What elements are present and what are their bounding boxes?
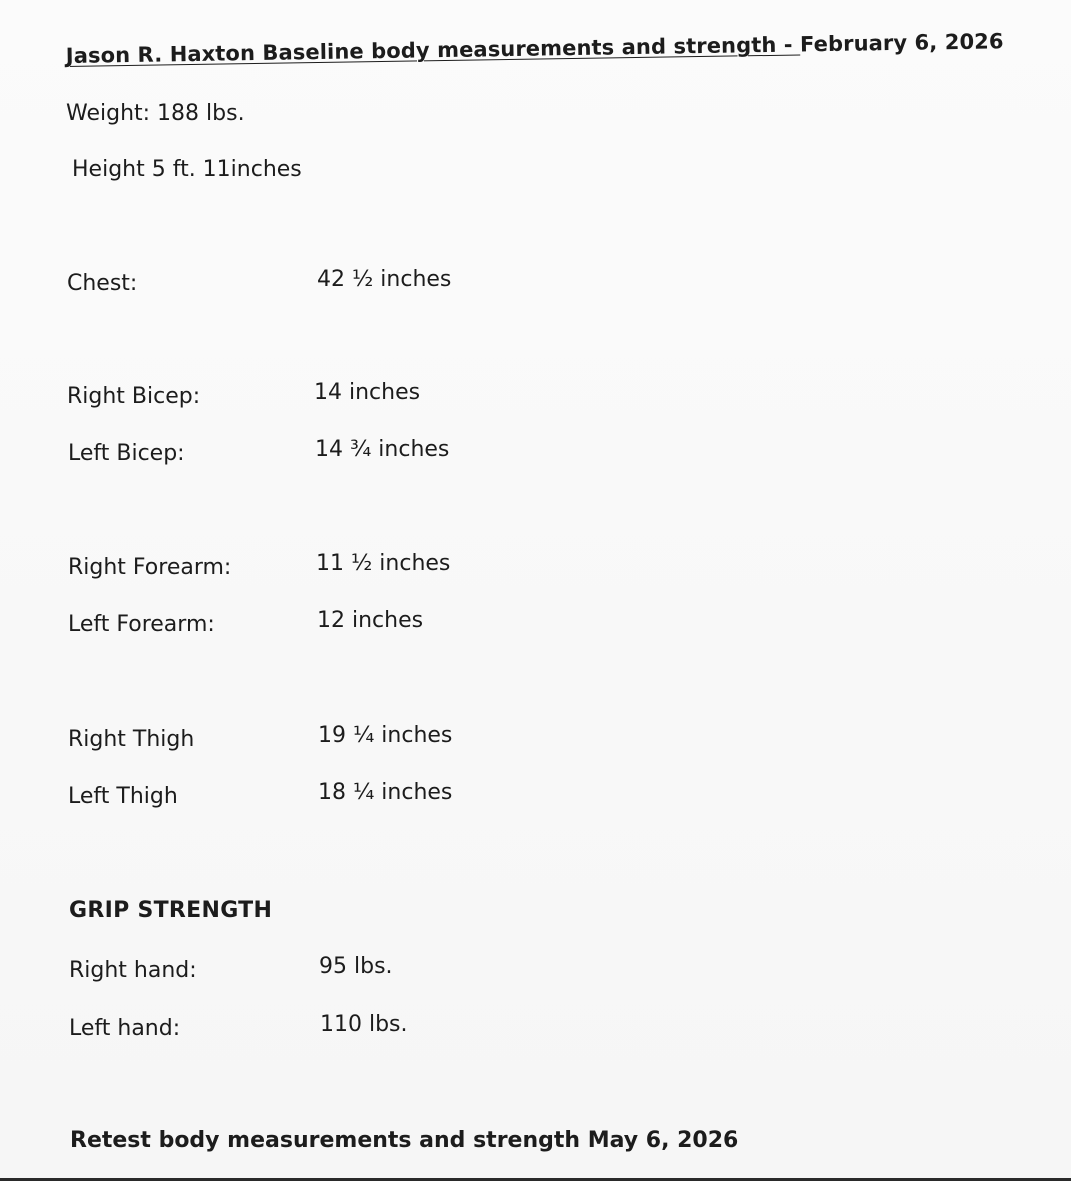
measurement-value: 14 ¾ inches — [315, 437, 450, 462]
measurement-row-right-bicep — [67, 380, 567, 414]
measurement-label: Right Thigh — [68, 727, 195, 752]
grip-row-left-hand — [69, 1012, 569, 1046]
measurement-label: Left Bicep: — [68, 441, 185, 466]
measurement-value: 14 inches — [314, 380, 421, 405]
measurement-value: 19 ¼ inches — [318, 723, 453, 748]
measurement-row-right-thigh — [68, 723, 568, 757]
measurement-value: 42 ½ inches — [317, 267, 452, 292]
grip-strength-heading: GRIP STRENGTH — [69, 898, 273, 923]
title-name-part: Jason R. Haxton Baseline body measurements and strength - — [65, 32, 801, 68]
grip-label: Right hand: — [69, 958, 197, 983]
measurement-label: Left Forearm: — [68, 612, 215, 637]
measurement-value: 11 ½ inches — [316, 551, 451, 576]
measurement-label: Left Thigh — [68, 784, 178, 809]
measurement-label: Right Bicep: — [67, 384, 201, 409]
grip-value: 95 lbs. — [319, 954, 393, 979]
height-line: Height 5 ft. 11inches — [72, 157, 302, 182]
measurement-row-left-forearm — [68, 608, 568, 642]
measurement-label: Right Forearm: — [68, 555, 232, 580]
retest-footer: Retest body measurements and strength May 6, 2026 — [70, 1128, 739, 1153]
document-title — [66, 29, 1004, 68]
measurement-value: 18 ¼ inches — [318, 780, 453, 805]
grip-row-right-hand — [69, 954, 569, 988]
measurement-value: 12 inches — [317, 608, 424, 633]
title-date-part: February 6, 2026 — [799, 29, 1004, 57]
grip-value: 110 lbs. — [320, 1012, 408, 1037]
grip-label: Left hand: — [69, 1016, 181, 1041]
measurement-row-left-bicep — [68, 437, 568, 471]
measurement-label: Chest: — [67, 271, 138, 296]
measurement-row-chest — [67, 267, 567, 301]
measurement-row-left-thigh — [68, 780, 568, 814]
weight-line: Weight: 188 lbs. — [66, 101, 245, 126]
measurement-row-right-forearm — [68, 551, 568, 585]
